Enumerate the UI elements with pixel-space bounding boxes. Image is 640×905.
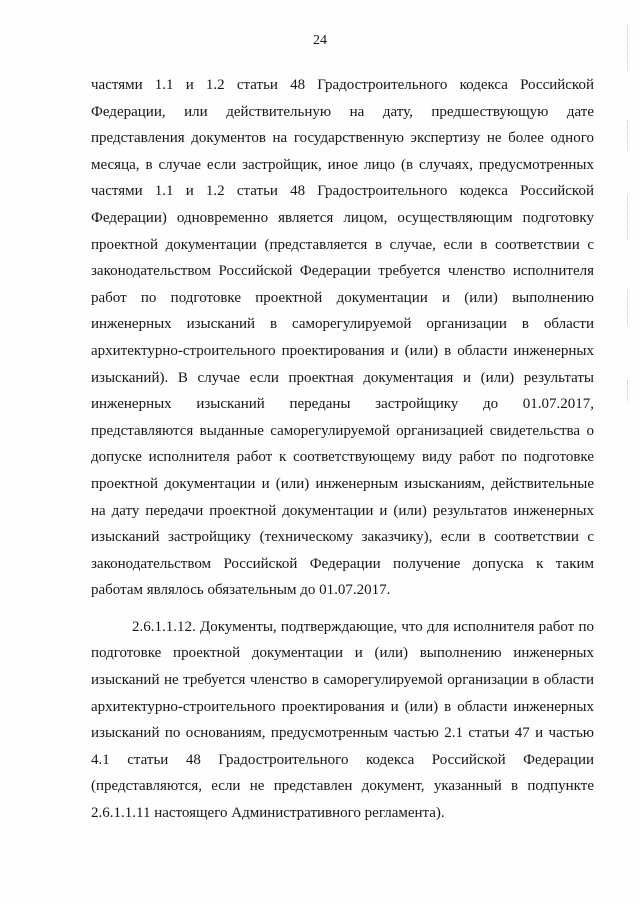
document-body — [91, 72, 594, 827]
paragraph-2-6-1-1-12: 2.6.1.1.12. Документы, подтверждающие, что для исполнителя работ по подготовке проектной документации и (или) выполнению инженерных изысканий не требуется членство в саморегулируемой организации в области архитектурно-строительного проектирования и (или) в области инженерных изысканий по основаниям, предусмотренным частью 2.1 статьи 47 и частью 4.1 статьи 48 Градостроительного кодекса Российской Федерации (представляются, если не представлен документ, указанный в подпункте 2.6.1.1.11 настоящего Административного регламента). — [91, 618, 594, 822]
scan-artifact — [627, 25, 634, 70]
scan-artifact — [627, 290, 634, 325]
page-number: 24 — [313, 33, 327, 48]
scan-artifact — [627, 120, 634, 150]
paragraph-continuation: частями 1.1 и 1.2 статьи 48 Градостроительного кодекса Российской Федерации, или действительную на дату, предшествующую дате представления документов на государственную экспертизу не более одного месяца, в случае если застройщик, иное лицо (в случаях, предусмотренных частями 1.1 и 1.2 статьи 48 Градостроительного кодекса Российской Федерации) одновременно является лицом, осуществляющим подготовку проектной документации (представляется в случае, если в соответствии с законодательством Российской Федерации требуется членство исполнителя работ по подготовке проектной документации и (или) выполнению инженерных изысканий в саморегулируемой организации в области архитектурно-строительного проектирования и (или) в области инженерных изысканий). В случае если проектная документация и (или) результаты инженерных изысканий переданы застройщику до 01.07.2017, представляются выданные саморегулируемой организацией свидетельства о допуске исполнителя работ к соответствующему виду работ по подготовке проектной документации и (или) инженерным изысканиям, действительные на дату передачи проектной документации и (или) результатов инженерных изысканий застройщику (техническому заказчику), если в соответствии с законодательством Российской Федерации получение допуска к таким работам являлось обязательным до 01.07.2017. — [91, 77, 594, 599]
scan-artifact — [627, 380, 634, 402]
scan-artifact — [627, 195, 634, 240]
